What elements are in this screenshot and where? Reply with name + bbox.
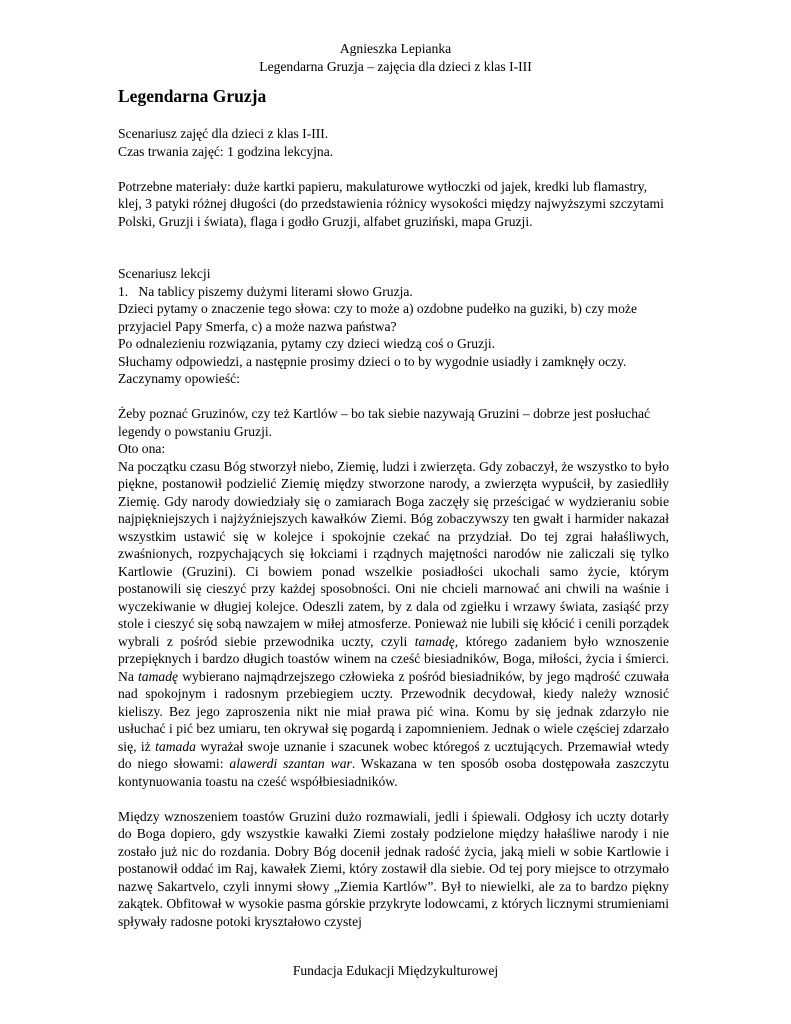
term-tamade: tamadę bbox=[414, 633, 455, 649]
lesson-heading: Scenariusz lekcji bbox=[118, 266, 211, 281]
term-tamada: tamada bbox=[155, 738, 196, 754]
document-title: Legendarna Gruzja bbox=[118, 86, 267, 106]
lesson-line-5: Zaczynamy opowieść: bbox=[118, 371, 240, 386]
lesson-step-1: 1. Na tablicy piszemy dużymi literami słowo Gruzja. bbox=[118, 283, 413, 299]
page-header bbox=[0, 40, 791, 76]
lesson-line-3: Po odnalezieniu rozwiązania, pytamy czy dzieci wiedzą coś o Gruzji. bbox=[118, 336, 496, 351]
story-intro: Żeby poznać Gruzinów, czy też Kartlów – bo tak siebie nazywają Gruzini – dobrze jest posłuchać legendy o powstaniu Gruzji. bbox=[118, 406, 651, 439]
story-paragraph-1: Na początku czasu Bóg stworzył niebo, Ziemię, ludzi i zwierzęta. Gdy zobaczył, że wszystko to było piękne, postanowił podzielić Ziemię między stworzone narody, a zwierzęta wypuścił, by zasiedliły Ziemię. Gdy narody dowiedziały się o zamiarach Boga zaczęły się prześcigać w wydzieraniu sobie najpiękniejszych i najżyźniejszych kawałków Ziemi. Bóg zobaczywszy ten gwałt i harmider nakazał wszystkim ustawić się w kolejce i spokojnie czekać na przydział. Do tej zgrai hałaśliwych, zwaśnionych, rozpychających się łokciami i rządnych majętności narodów nie zaliczali się tylko Kartlowie (Gruzini). Ci bowiem ponad wszelkie posiadłości ukochali samo życie, którym postanowili się cieszyć przy każdej sposobności. Oni nie chcieli marnować ani chwili na waśnie i wyczekiwanie w długiej kolejce. Odeszli zatem, by z dala od zgiełku i wrzawy świata, zasiąść przy stole i cieszyć się sobą nawzajem w miłej atmosferze. Ponieważ nie lubili się kłócić i cenili porządek wybrali z pośród siebie przewodnika uczty, czyli tamadę, którego zadaniem było wznoszenie przepięknych i bardzo długich toastów winem na cześć biesiadników, Boga, miłości, życia i śmierci. Na tamadę wybierano najmądrzejszego człowieka z pośród biesiadników, by jego mądrość czuwała nad spokojnym i radosnym przebiegiem uczty. Przewodnik decydował, kiedy należy wznosić kieliszy. Bez jego zaproszenia nikt nie miał prawa pić wina. Komu by się jednak zdarzyło nie usłuchać i pić bez umiaru, ten okrywał się pogardą i zapomnieniem. Jednak o wiele częściej zdarzało się, iż tamada wyrażał swoje uznanie i szacunek wobec któregoś z ucztujących. Przemawiał wtedy do niego słowami: alawerdi szantan war. Wskazana w ten sposób osoba dostępowała zaszczytu kontynuowania toastu na cześć współbiesiadników. bbox=[118, 458, 670, 789]
story-oto: Oto ona: bbox=[118, 441, 166, 456]
lesson-line-2: Dzieci pytamy o znaczenie tego słowa: czy to może a) ozdobne pudełko na guziki, b) czy może przyjaciel Papy Smerfa, c) a może nazwa państwa? bbox=[118, 301, 637, 334]
lesson-line-4: Słuchamy odpowiedzi, a następnie prosimy dzieci o to by wygodnie usiadły i zamknęły oczy. bbox=[118, 353, 627, 369]
header-subtitle: Legendarna Gruzja – zajęcia dla dzieci z klas I-III bbox=[259, 59, 532, 74]
page-footer: Fundacja Edukacji Międzykulturowej bbox=[292, 963, 499, 978]
intro-line-1: Scenariusz zajęć dla dzieci z klas I-III. bbox=[118, 126, 329, 141]
document-body bbox=[118, 84, 669, 930]
intro-line-2: Czas trwania zajęć: 1 godzina lekcyjna. bbox=[118, 143, 334, 159]
story-paragraph-2: Między wznoszeniem toastów Gruzini dużo rozmawiali, jedli i śpiewali. Odgłosy ich uczty dotarły do Boga dopiero, gdy wszystkie kawałki Ziemi zostały podzielone między hałaśliwe narody i nie zostało już nic do rozdania. Dobry Bóg docenił jednak radość życia, jaką mieli w sobie Kartlowie i postanowił oddać im Raj, kawałek Ziemi, który zostawił dla siebie. Od tej pory miejsce to otrzymało nazwę Sakartvelo, czyli innymi słowy „Ziemia Kartlów”. Był to niewielki, ale za to bardzo piękny zakątek. Obfitował w wysokie pasma górskie przykryte lodowcami, z których licznymi strumieniami spływały radosne potoki kryształowo czystej bbox=[118, 808, 669, 929]
header-author: Agnieszka Lepianka bbox=[339, 41, 452, 56]
term-alawerdi: alawerdi szantan war bbox=[229, 756, 352, 771]
materials-paragraph: Potrzebne materiały: duże kartki papieru, makulaturowe wytłoczki od jajek, kredki lub flamastry, klej, 3 patyki różnej długości (do przedstawienia różnicy wysokości między najwyższymi szczytami Polski, Gruzji i świata), flaga i godło Gruzji, alfabet gruziński, mapa Gruzji. bbox=[118, 178, 664, 229]
term-tamade-2: tamadę bbox=[138, 668, 179, 684]
